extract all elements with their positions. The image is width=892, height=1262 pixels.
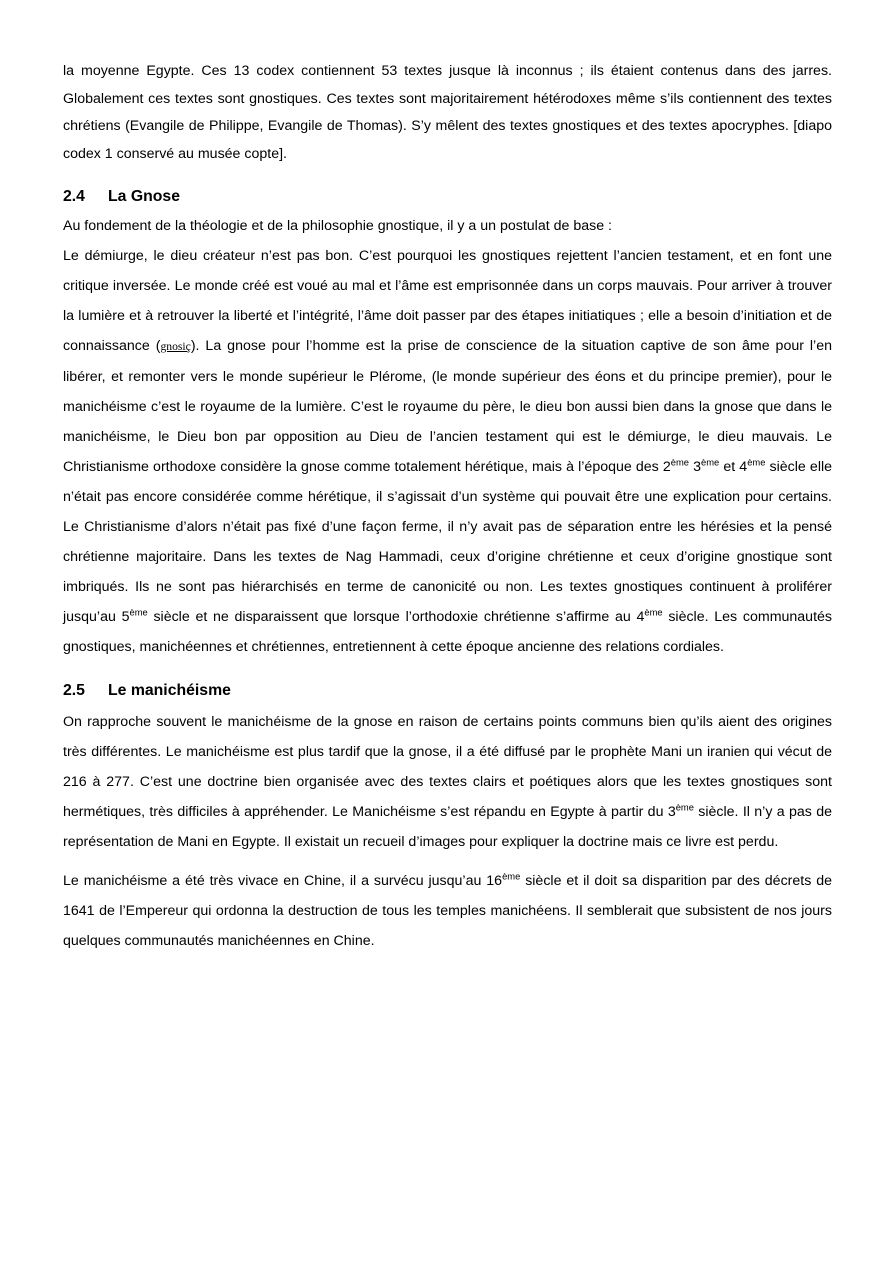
heading-2-4-number: 2.4 [63,188,85,205]
paragraph-gap [63,857,832,866]
ordinal-suffix: ème [670,456,689,467]
heading-2-4-title: La Gnose [108,188,180,205]
heading-2-4 [63,187,832,207]
ordinal-suffix: ème [129,606,148,617]
heading-2-5-number: 2.5 [63,681,85,699]
paragraph-manicheisme-2: Le manichéisme a été très vivace en Chine, il a survécu jusqu’au 16ème siècle et il doit sa disparition par des décrets de 1641 de l’Empereur qui ordonna la destruction de tous les temples manichéens. Il semblerait que subsistent de nos jours quelques communautés manichéennes en Chine. [63,870,833,949]
heading-2-5-title: Le manichéisme [108,681,231,699]
paragraph-manicheisme-1: On rapproche souvent le manichéisme de la gnose en raison de certains points communs bien qu’ils aient des origines très différentes. Le manichéisme est plus tardif que la gnose, il a été diffusé par le prophète Mani un iranien qui vécut de 216 à 277. C’est une doctrine bien organisée avec des textes clairs et poétiques alors que les textes gnostiques sont hermétiques, très difficiles à appréhender. Le Manichéisme s’est répandu en Egypte à partir du 3ème siècle. Il n’y a pas de représentation de Mani en Egypte. Il existait un recueil d’images pour expliquer la doctrine mais ce livre est perdu. [63,713,833,850]
document-content [63,58,832,956]
heading-2-5 [63,681,832,701]
ordinal-suffix: ème [644,606,663,617]
paragraph-demiurge: Le démiurge, le dieu créateur n’est pas bon. C’est pourquoi les gnostiques rejettent l’ancien testament, et en font une critique inversée. Le monde créé est voué au mal et l’âme est emprisonnée dans un corps mauvais. Pour arriver à trouver la lumière et à retrouver la liberté et l’intégrité, l’âme doit passer par des étapes initiatiques ; elle a besoin d’initiation et de connaissance (gnosiç). La gnose pour l’homme est la prise de conscience de la situation captive de son âme pour l’en libérer, et remonter vers le monde supérieur le Plérome, (le monde supérieur des éons et du principe premier), pour le manichéisme c’est le royaume de la lumière. C’est le royaume du père, le dieu bon aussi bien dans la gnose que dans le manichéisme, le Dieu bon par opposition au Dieu de l’ancien testament qui est le démiurge, le dieu mauvais. Le Christianisme orthodoxe considère la gnose comme totalement hérétique, mais à l’époque des 2ème 3ème et 4ème siècle elle n’était pas encore considérée comme hérétique, il s’agissait d’un système qui pouvait être une explication pour certains. Le Christianisme d’alors n’était pas fixé d’une façon ferme, il n’y avait pas de séparation entre les hérésies et la pensé chrétienne majoritaire. Dans les textes de Nag Hammadi, ceux d’origine chrétienne et ceux d’origine gnostique sont imbriqués. Ils ne sont pas hiérarchisés en terme de canonicité ou non. Les textes gnostiques continuent à proliférer jusqu’au 5ème siècle et ne disparaissent que lorsque l’orthodoxie chrétienne s’affirme au 4ème siècle. Les communautés gnostiques, manichéennes et chrétiennes, entretiennent à cette époque ancienne des relations cordiales. [63,247,833,655]
annotated-term: gnosiç [160,339,191,353]
ordinal-suffix: ème [675,801,694,812]
ordinal-suffix: ème [747,456,766,467]
ordinal-suffix: ème [502,870,521,881]
paragraph-intro: la moyenne Egypte. Ces 13 codex contiennent 53 textes jusque là inconnus ; ils étaient contenus dans des jarres. Globalement ces textes sont gnostiques. Ces textes sont majoritairement hétérodoxes même s’ils contiennent des textes chrétiens (Evangile de Philippe, Evangile de Thomas). S’y mêlent des textes gnostiques et des textes apocryphes. [diapo codex 1 conservé au musée copte]. [63,63,832,162]
paragraph-postulat: Au fondement de la théologie et de la philosophie gnostique, il y a un postulat de base : [63,218,612,234]
ordinal-suffix: ème [701,456,720,467]
